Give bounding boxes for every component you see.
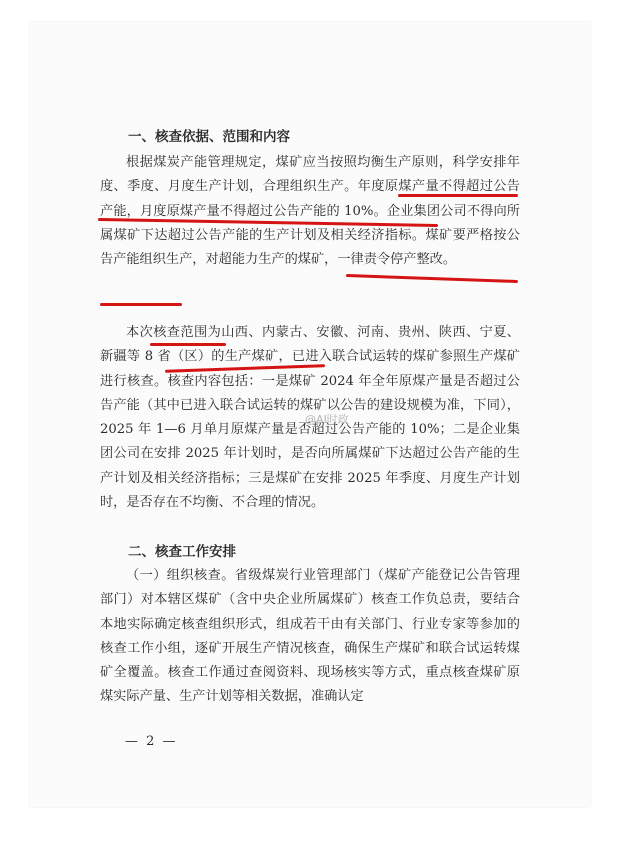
section-heading: 一、核查依据、范围和内容 bbox=[128, 129, 290, 145]
paragraph: （一）组织核查。省级煤炭行业管理部门（煤矿产能登记公告管理部门）对本辖区煤矿（含中央企业所属煤矿）核查工作负总责，要结合本地实际确定核查组织形式，组成若干由有关部门、行业专家等参加的核查工作小组，逐矿开展生产情况核查，确保生产煤矿和联合试运转煤矿全覆盖。核查工作通过查阅资料、现场核实等方式，重点核查煤矿原煤实际产量、生产计划等相关数据，准确认定 bbox=[100, 568, 520, 705]
paragraph: 根据煤炭产能管理规定，煤矿应当按照均衡生产原则，科学安排年度、季度、月度生产计划，合理组织生产。年度原煤产量不得超过公告产能，月度原煤产量不得超过公告产能的 10%。企业集团公司不得向所属煤矿下达超过公告产能的生产计划及相关经济指标。煤矿要严格按公告产能组织生产，对超能力生产的煤矿，一律责令停产整改。 bbox=[100, 155, 520, 268]
red-underline-mark bbox=[100, 303, 182, 306]
section-heading: 二、核查工作安排 bbox=[128, 544, 236, 560]
paragraph: 本次核查范围为山西、内蒙古、安徽、河南、贵州、陕西、宁夏、新疆等 8 省（区）的生产煤矿，已进入联合试运转的煤矿参照生产煤矿进行核查。核查内容包括：一是煤矿 2024 年全年原煤产量是否超过公告产能（其中已进入联合试运转的煤矿以公告的建设规模为准，下同），2025 年 1—6 月单月原煤产量是否超过公告产能的 10%；二是企业集团公司在安排 2025 年计划时，是否向所属煤矿下达超过公告产能的生产计划及相关经济指标；三是煤矿在安排 2025 年季度、月度生产计划时，是否存在不均衡、不合理的情况。 bbox=[100, 325, 520, 511]
red-underline-mark bbox=[150, 343, 226, 346]
page-number: — 2 — bbox=[125, 734, 178, 749]
watermark: @AI时政 bbox=[305, 413, 349, 426]
red-underline-mark bbox=[398, 194, 518, 197]
